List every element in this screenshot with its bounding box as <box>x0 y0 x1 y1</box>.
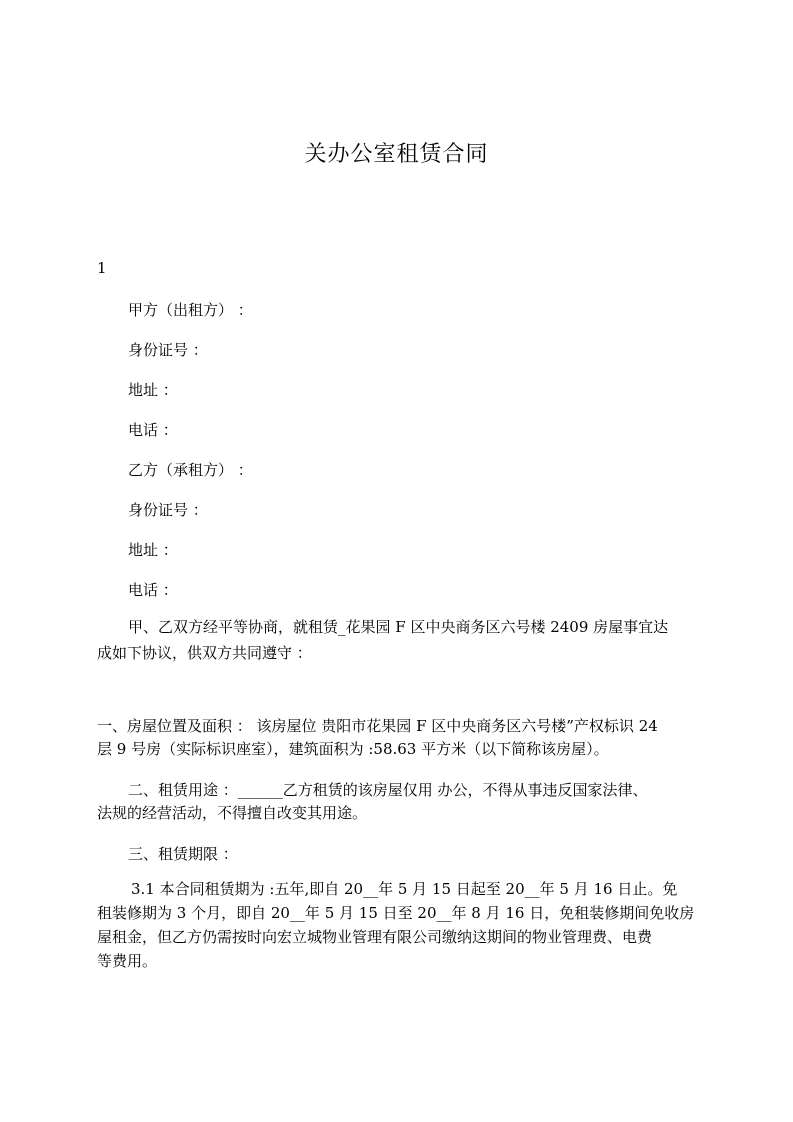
clause-3-1-line-2: 租装修期为 3 个月，即自 20__年 5 月 15 日至 20__年 8 月 16 日，免租装修期间免收房 <box>97 904 695 922</box>
clause-1-line-1: 一、房屋位置及面积 ： 该房屋位 贵阳市花果园 F 区中央商务区六号楼”产权标识 24 <box>97 717 658 735</box>
clause-2-line-2: 法规的经营活动，不得擅自改变其用途。 <box>97 804 368 822</box>
party-b-id-field: 身份证号 ： <box>128 501 208 519</box>
clause-3-heading: 三、租赁期限 ： <box>128 845 238 863</box>
party-a-address-field: 地址 ： <box>128 381 178 399</box>
intro-paragraph-line-1: 甲、乙双方经平等协商，就租赁_花果园 F 区中央商务区六号楼 2409 房屋事宜达 <box>128 618 669 636</box>
clause-2-line-1: 二、租赁用途 ：______乙方租赁的该房屋仅用 办公，不得从事违反国家法律、 <box>128 781 648 799</box>
page-number: 1 <box>97 259 107 277</box>
party-b-label: 乙方（承租方） ： <box>128 461 253 479</box>
party-b-phone-field: 电话 ： <box>128 581 178 599</box>
clause-3-1-line-4: 等费用。 <box>97 952 158 970</box>
clause-1-line-2: 层 9 号房（实际标识座室），建筑面积为 :58.63 平方米（以下简称该房屋）。 <box>97 740 609 758</box>
document-title: 关办公室租赁合同 <box>304 142 489 167</box>
clause-3-1-line-3: 屋租金，但乙方仍需按时向宏立城物业管理有限公司缴纳这期间的物业管理费、电费 <box>97 928 653 946</box>
intro-paragraph-line-2: 成如下协议，供双方共同遵守 ： <box>97 644 312 662</box>
party-a-label: 甲方（出租方） ： <box>128 301 253 319</box>
party-b-address-field: 地址 ： <box>128 541 178 559</box>
party-a-id-field: 身份证号 ： <box>128 341 208 359</box>
party-a-phone-field: 电话 ： <box>128 421 178 439</box>
clause-3-1-line-1: 3.1 本合同租赁期为 :五年,即自 20__年 5 月 15 日起至 20__年 5 月 16 日止。免 <box>131 880 678 898</box>
